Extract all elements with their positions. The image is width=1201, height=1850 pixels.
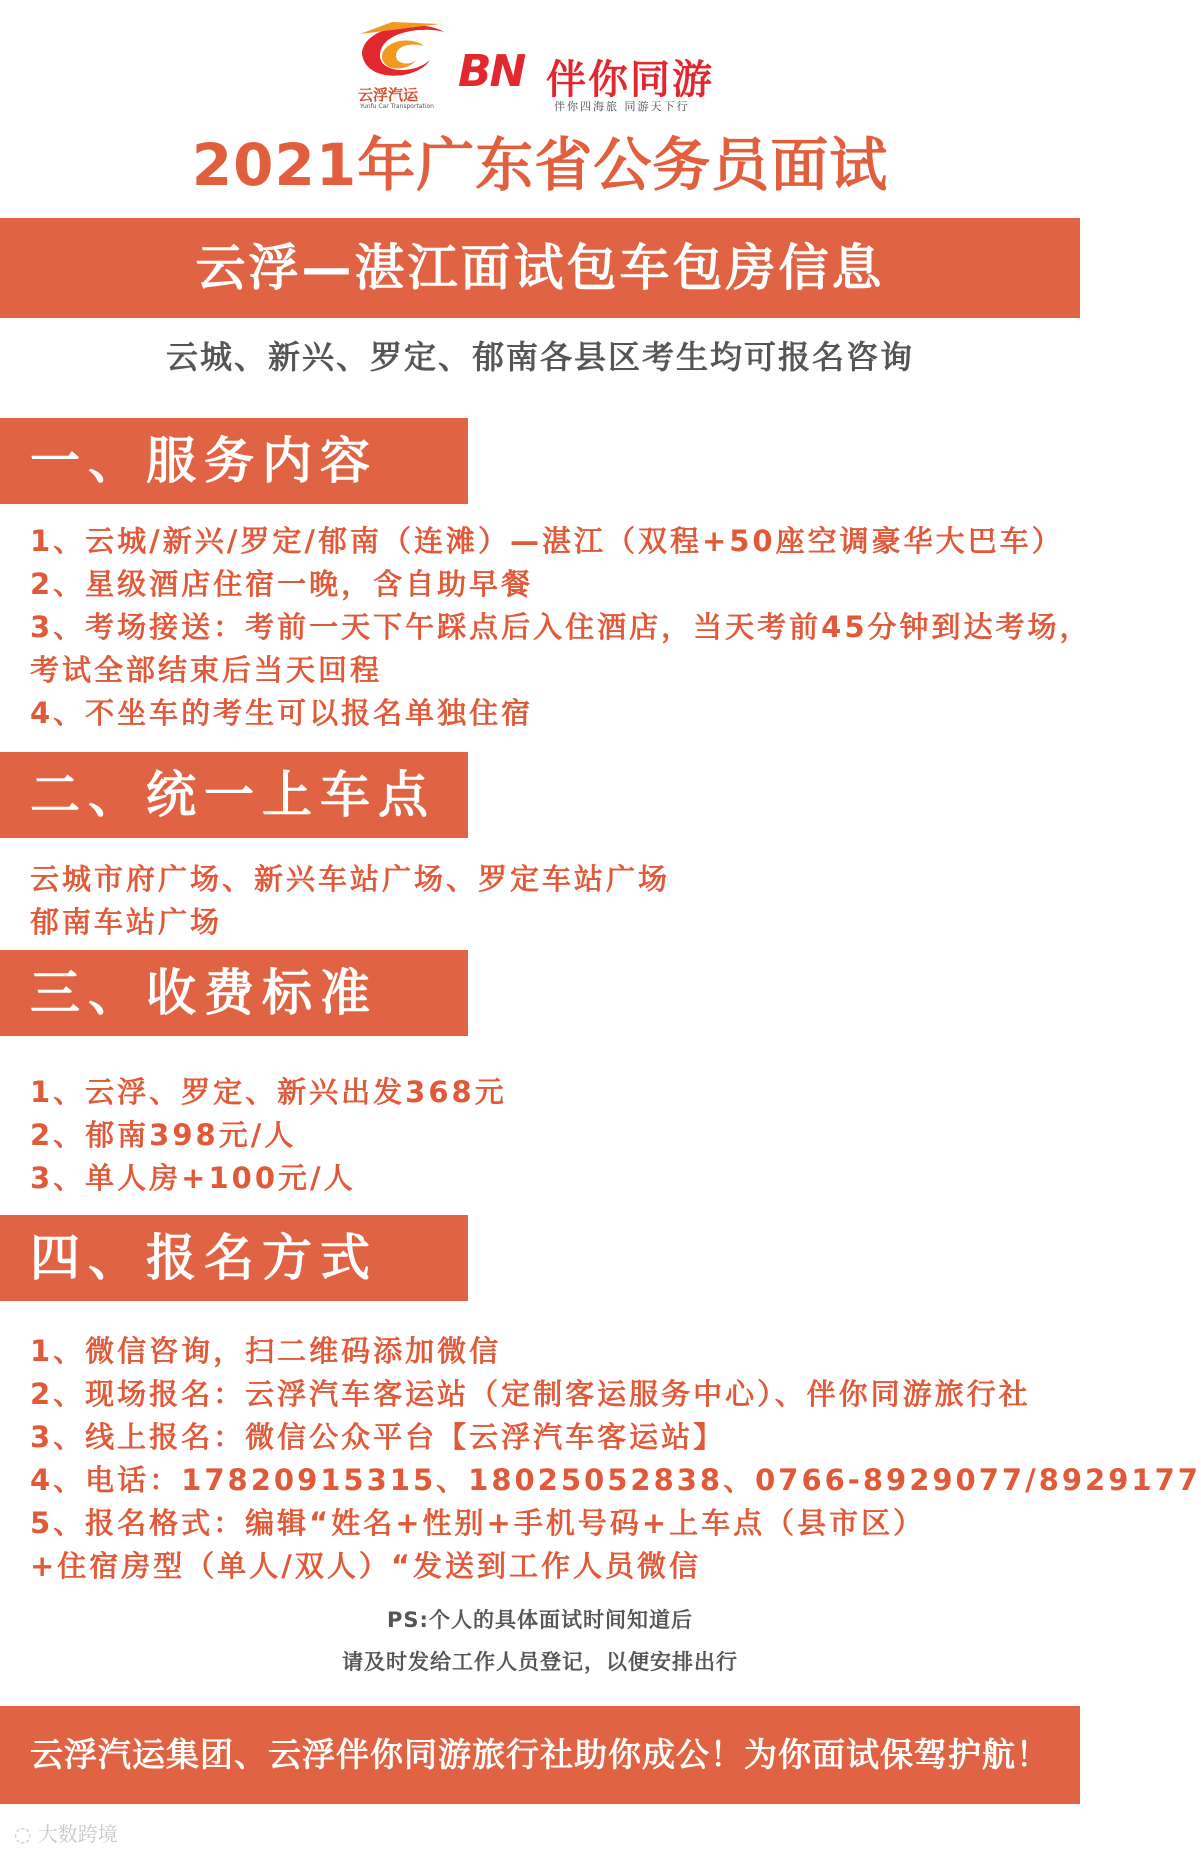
ps-note-line2: 请及时发给工作人员登记，以便安排出行 <box>342 1650 738 1674</box>
footer-text: 云浮汽运集团、云浮伴你同游旅行社助你成公！为你面试保驾护航！ <box>30 1735 1050 1774</box>
watermark-icon: ◌ <box>14 1822 32 1846</box>
ps-note-line1: PS:个人的具体面试时间知道后 <box>387 1608 693 1632</box>
list-item: 郁南车站广场 <box>30 905 223 939</box>
section-heading-text: 二、统一上车点 <box>30 766 436 824</box>
logo-right-name: 伴你同游 <box>546 57 714 103</box>
list-item: 3、线上报名：微信公众平台【云浮汽车客运站】 <box>30 1420 726 1454</box>
list-item: 4、不坐车的考生可以报名单独住宿 <box>30 696 534 730</box>
section-heading-text: 一、服务内容 <box>30 432 378 490</box>
list-item: 1、云浮、罗定、新兴出发368元 <box>30 1075 507 1109</box>
list-item: 3、单人房+100元/人 <box>30 1161 356 1195</box>
footer-banner <box>0 1706 1080 1804</box>
logo-right-slogan: 伴你四海旅 同游天下行 <box>554 100 690 113</box>
subtitle: 云城、新兴、罗定、郁南各县区考生均可报名咨询 <box>165 338 914 376</box>
section-heading-text: 三、收费标准 <box>30 964 378 1022</box>
signup-list <box>30 1330 1201 1588</box>
section-heading-pickup <box>0 752 468 838</box>
list-item: 2、郁南398元/人 <box>30 1118 297 1152</box>
watermark-text: 大数跨境 <box>37 1822 118 1846</box>
banner-text: 云浮—湛江面试包车包房信息 <box>195 239 885 297</box>
title-banner <box>0 218 1080 318</box>
page-title: 2021年广东省公务员面试 <box>191 131 889 199</box>
section-heading-fees <box>0 950 468 1036</box>
banniyou-logo <box>458 42 758 112</box>
section-heading-text: 四、报名方式 <box>30 1229 378 1287</box>
watermark <box>14 1818 118 1847</box>
list-item: +住宿房型（单人/双人）“发送到工作人员微信 <box>30 1549 701 1583</box>
logo-left-sub: Yunfu Car Transportation <box>360 103 434 110</box>
fees-list <box>30 1071 507 1200</box>
section-heading-service <box>0 418 468 504</box>
list-item: 2、现场报名：云浮汽车客运站（定制客运服务中心）、伴你同游旅行社 <box>30 1377 1031 1411</box>
section-heading-signup <box>0 1215 468 1301</box>
logo-right-mark: BN <box>458 46 525 97</box>
logo-left-name: 云浮汽运 <box>358 86 419 104</box>
header-logos <box>0 14 1080 114</box>
service-list <box>30 520 1092 735</box>
list-item: 3、考场接送：考前一天下午踩点后入住酒店，当天考前45分钟到达考场， <box>30 610 1092 644</box>
list-item: 4、电话：17820915315、18025052838、0766-8929077/8929177 <box>30 1463 1201 1497</box>
list-item: 云城市府广场、新兴车站广场、罗定车站广场 <box>30 862 671 896</box>
list-item: 考试全部结束后当天回程 <box>30 653 383 687</box>
list-item: 2、星级酒店住宿一晚，含自助早餐 <box>30 567 534 601</box>
yunfu-transport-logo <box>352 14 452 114</box>
list-item: 5、报名格式：编辑“姓名+性别+手机号码+上车点（县市区） <box>30 1506 926 1540</box>
swirl-logo-icon <box>352 14 452 86</box>
list-item: 1、微信咨询，扫二维码添加微信 <box>30 1334 502 1368</box>
list-item: 1、云城/新兴/罗定/郁南（连滩）—湛江（双程+50座空调豪华大巴车） <box>30 524 1064 558</box>
pickup-list <box>30 858 670 944</box>
